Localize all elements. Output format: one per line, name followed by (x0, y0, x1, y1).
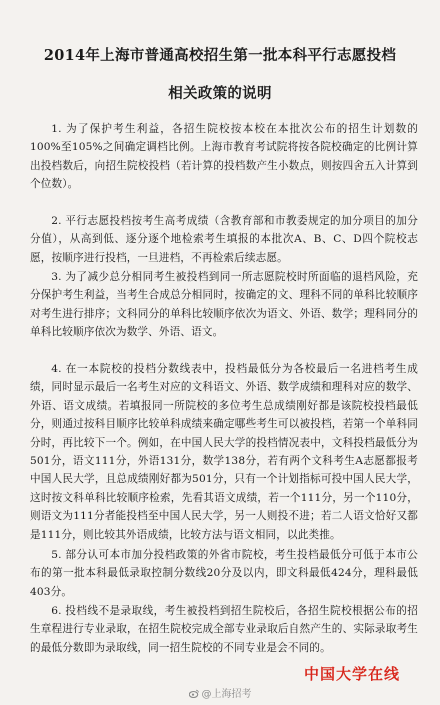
paragraph-1: 1. 为了保护考生利益，各招生院校按本校在本批次公布的招生计划数的100%至105%之间确定调档比例。上海市教育考试院将按各院校确定的比例计算出投档数后，向招生院校投档（若计算的投档数产生小数点，则按四舍五入计算到个位数）。 (30, 123, 418, 191)
paragraph-4: 4. 在一本院校的投档分数线表中，投档最低分为各校最后一名进档考生成绩，同时显示最后一名考生对应的文科语文、外语、数学成绩和理科对应的数学、外语、语文成绩。若填报同一所院校的多位考生总成绩刚好都是该院校投档最低分，则通过按科目顺序比较单科成绩来确定哪些考生可以被投档，若第一个单科同分时，再比较下一个。例如，在中国人民大学的投档情况表中，文科投档最低分为501分，语文111分，外语131分，数学138分，若有两个文科考生A志愿都报考中国人民大学，且总成绩刚好都为501分，只有一个计划指标可投中国人民大学，这时按文科单科比较顺序检索，先看其语文成绩，若一个111分，另一个110分，则语文为111分者能投档至中国人民大学，另一人则投不进；若二人语文恰好又都是111分，则比较其外语成绩，比较方法与语文相同，以此类推。 (30, 363, 418, 541)
brand-watermark: 中国大学在线 (303, 665, 400, 683)
document-title-line2: 相关政策的说明 (168, 85, 272, 102)
weibo-icon (189, 689, 199, 698)
weibo-handle: @上海招考 (201, 689, 252, 700)
paragraph-2: 2. 平行志愿投档按考生高考成绩（含教育部和市教委规定的加分项目的加分分值），从高到低、逐分逐个地检索考生填报的本批次A、B、C、D四个院校志愿，按顺序进行投档，一旦进档，不再检索后续志愿。 (30, 215, 418, 264)
paragraph-3: 3. 为了减少总分相同考生被投档到同一所志愿院校时所面临的退档风险，充分保护考生利益，当考生合成总分相同时，按确定的文、理科不同的单科比较顺序对考生进行排序；文科同分的单科比较顺序依次为语文、外语、数学；理科同分的单科比较顺序依次为数学、外语、语文。 (30, 271, 418, 339)
paragraph-5: 5. 部分认可本市加分投档政策的外省市院校，考生投档最低分可低于本市公布的第一批本科最低录取控制分数线20分及以内，即文科最低424分，理科最低403分。 (30, 549, 418, 598)
document-title-line1: 2014年上海市普通高校招生第一批本科平行志愿投档 (43, 47, 397, 64)
weibo-watermark (0, 685, 440, 700)
paragraph-6: 6. 投档线不是录取线，考生被投档到招生院校后，各招生院校根据公布的招生章程进行专业录取，在招生院校完成全部专业录取后自然产生的、实际录取考生的最低分数即为录取线，同一招生院校的不同专业是会不同的。 (30, 605, 418, 654)
